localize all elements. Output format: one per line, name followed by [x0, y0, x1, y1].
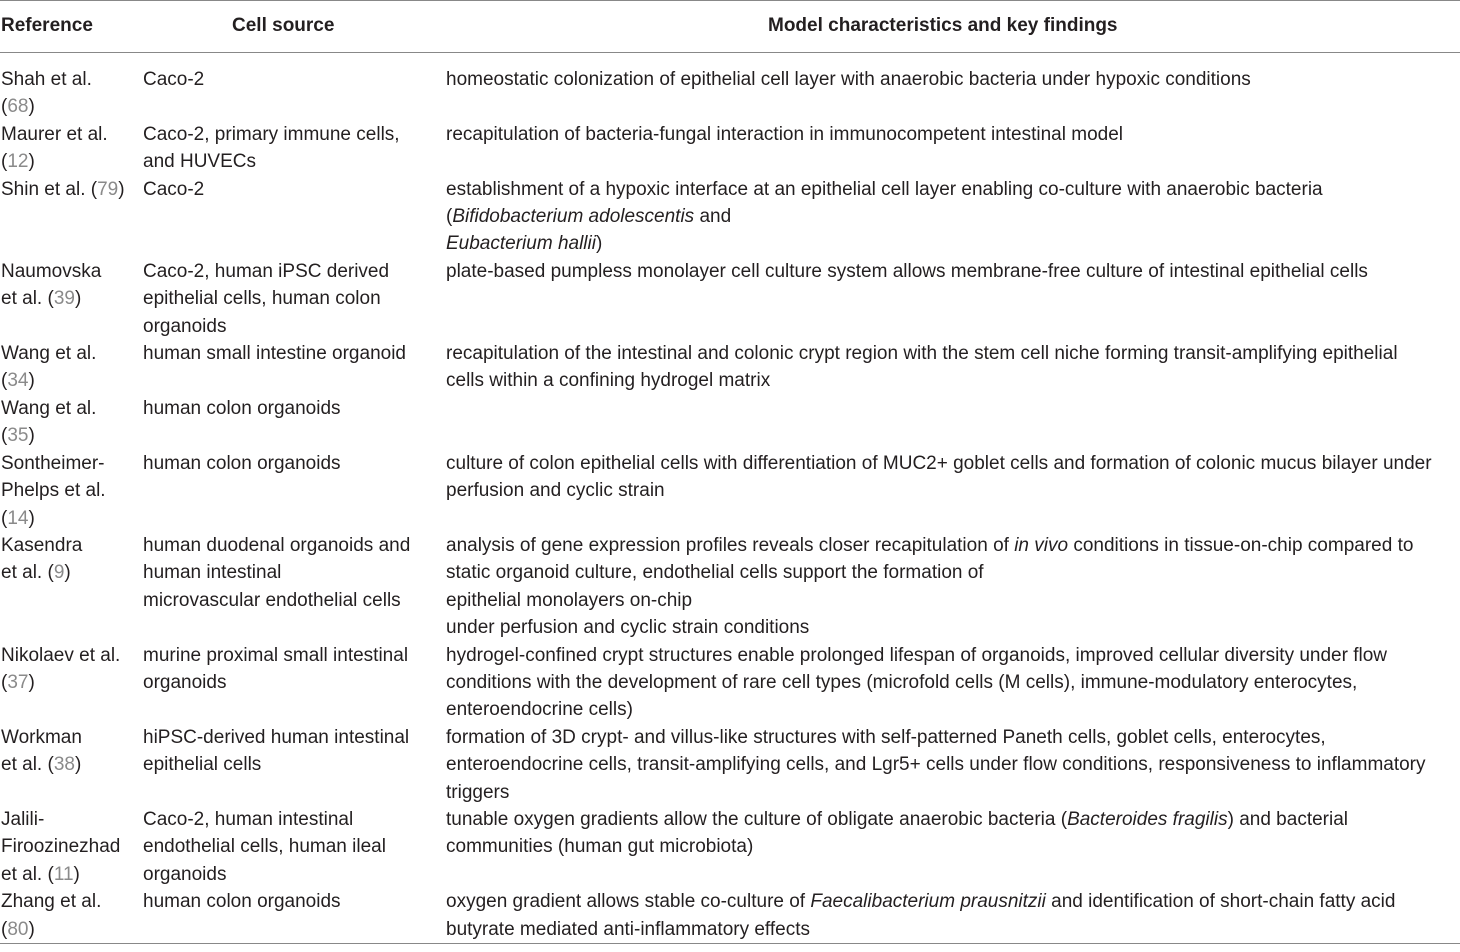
- cell-source-line: organoids: [143, 863, 227, 885]
- reference-line: [1, 669, 142, 696]
- citation-number[interactable]: 34: [7, 370, 29, 392]
- reference-text: Phelps et al.: [1, 480, 106, 502]
- cell-source-line: human colon organoids: [143, 397, 341, 419]
- reference-cell: [0, 121, 142, 176]
- reference-line: [1, 121, 142, 148]
- reference-text: ): [28, 370, 35, 392]
- reference-text: Firoozinezhad: [1, 836, 121, 858]
- reference-text: Sontheimer-: [1, 452, 105, 474]
- reference-text: Shin et al. (: [1, 178, 98, 200]
- reference-text: (: [1, 425, 8, 447]
- reference-line: [1, 285, 142, 312]
- reference-text: (: [1, 507, 8, 529]
- reference-cell: [0, 53, 142, 121]
- reference-line: [1, 806, 142, 833]
- reference-text: ): [28, 671, 35, 693]
- cell-source-line: human small intestine organoid: [143, 343, 406, 365]
- cell-source-cell: [142, 395, 446, 450]
- cell-source-cell: [142, 724, 446, 806]
- table-row: [0, 888, 1460, 943]
- cell-source-cell: [142, 532, 446, 642]
- header-reference: Reference: [0, 1, 142, 53]
- findings-line: oxygen gradient allows stable co-culture of Faecalibacterium prausnitzii and identification of short-chain fatty acid: [446, 891, 1396, 913]
- reference-text: Naumovska: [1, 260, 102, 282]
- reference-text: et al. (: [1, 288, 54, 310]
- citation-number[interactable]: 80: [7, 918, 29, 940]
- header-cell-source: Cell source: [142, 1, 446, 53]
- reference-text: Jalili-: [1, 808, 45, 830]
- italic-term: Bacteroides fragilis: [1067, 808, 1228, 830]
- citation-number[interactable]: 35: [7, 425, 29, 447]
- italic-term: Bifidobacterium adolescentis: [452, 206, 695, 228]
- findings-line: enteroendocrine cells): [446, 699, 633, 721]
- cell-source-line: hiPSC-derived human intestinal: [143, 726, 410, 748]
- findings-cell: [446, 121, 1460, 176]
- findings-cell: [446, 724, 1460, 806]
- findings-line: enteroendocrine cells, transit-amplifying cells, and Lgr5+ cells under flow conditions, responsiveness to inflammatory: [446, 754, 1426, 776]
- reference-text: ): [28, 425, 35, 447]
- cell-source-line: organoids: [143, 315, 227, 337]
- reference-line: [1, 888, 142, 915]
- reference-cell: [0, 176, 142, 258]
- reference-text: ): [28, 151, 35, 173]
- table-row: [0, 724, 1460, 806]
- reference-cell: [0, 888, 142, 943]
- cell-source-line: human duodenal organoids and: [143, 534, 411, 556]
- reference-text: ): [28, 918, 35, 940]
- header-row: [0, 1, 1460, 53]
- reference-text: ): [118, 178, 125, 200]
- reference-line: [1, 477, 142, 504]
- table-row: [0, 642, 1460, 724]
- findings-line: recapitulation of bacteria-fungal interaction in immunocompetent intestinal model: [446, 123, 1123, 145]
- citation-number[interactable]: 11: [53, 863, 74, 885]
- citation-number[interactable]: 79: [97, 178, 119, 200]
- reference-cell: [0, 532, 142, 642]
- reference-text: ): [73, 863, 80, 885]
- table-row: [0, 258, 1460, 340]
- table-row: [0, 176, 1460, 258]
- cell-source-line: Caco-2: [143, 178, 205, 200]
- reference-text: Nikolaev et al.: [1, 644, 121, 666]
- findings-line: tunable oxygen gradients allow the culture of obligate anaerobic bacteria (Bacteroides fragilis) and bacterial: [446, 808, 1348, 830]
- reference-cell: [0, 642, 142, 724]
- findings-line: plate-based pumpless monolayer cell culture system allows membrane-free culture of intestinal epithelial cells: [446, 260, 1368, 282]
- reference-line: [1, 861, 142, 888]
- reference-cell: [0, 450, 142, 532]
- citation-number[interactable]: 38: [53, 754, 75, 776]
- reference-line: [1, 532, 142, 559]
- table-row: [0, 340, 1460, 395]
- header-findings: Model characteristics and key findings: [446, 1, 1460, 53]
- reference-text: Wang et al.: [1, 343, 97, 365]
- cell-source-cell: [142, 806, 446, 888]
- reference-cell: [0, 806, 142, 888]
- reference-line: [1, 148, 142, 175]
- citation-number[interactable]: 14: [7, 507, 29, 529]
- findings-line: homeostatic colonization of epithelial cell layer with anaerobic bacteria under hypoxic conditions: [446, 69, 1251, 90]
- reference-line: [1, 258, 142, 285]
- findings-line: (Bifidobacterium adolescentis and: [446, 206, 732, 228]
- table-row: [0, 121, 1460, 176]
- reference-text: Kasendra: [1, 534, 83, 556]
- cell-source-line: Caco-2, primary immune cells,: [143, 123, 400, 145]
- cell-source-line: human intestinal: [143, 562, 282, 584]
- cell-source-line: human colon organoids: [143, 891, 341, 913]
- cell-source-cell: [142, 53, 446, 121]
- reference-text: ): [28, 507, 35, 529]
- table-row: [0, 532, 1460, 642]
- reference-text: (: [1, 918, 8, 940]
- cell-source-line: and HUVECs: [143, 151, 256, 173]
- findings-cell: [446, 258, 1460, 340]
- reference-text: (: [1, 370, 8, 392]
- findings-cell: [446, 532, 1460, 642]
- italic-term: Faecalibacterium prausnitzii: [810, 891, 1046, 913]
- reference-text: ): [64, 562, 71, 584]
- cell-source-line: epithelial cells: [143, 754, 262, 776]
- reference-line: [1, 93, 142, 120]
- reference-text: et al. (: [1, 754, 54, 776]
- reference-cell: [0, 258, 142, 340]
- findings-line: Eubacterium hallii): [446, 233, 603, 255]
- findings-cell: [446, 53, 1460, 121]
- cell-source-line: microvascular endothelial cells: [143, 589, 401, 611]
- reference-line: [1, 505, 142, 532]
- findings-line: conditions with the development of rare cell types (microfold cells (M cells), immune-modulatory enterocytes,: [446, 671, 1358, 693]
- reference-line: [1, 916, 142, 943]
- reference-text: Maurer et al.: [1, 123, 108, 145]
- cell-source-line: organoids: [143, 671, 227, 693]
- reference-line: [1, 422, 142, 449]
- cell-source-cell: [142, 888, 446, 943]
- reference-text: (: [1, 671, 8, 693]
- reference-line: [1, 367, 142, 394]
- reference-line: [1, 751, 142, 778]
- citation-number[interactable]: 37: [7, 671, 29, 693]
- italic-term: Eubacterium hallii: [446, 233, 596, 255]
- findings-line: cells within a confining hydrogel matrix: [446, 370, 771, 392]
- table-row: [0, 53, 1460, 121]
- findings-line: establishment of a hypoxic interface at an epithelial cell layer enabling co-culture with anaerobic bacteria: [446, 178, 1323, 200]
- reference-line: [1, 66, 142, 93]
- findings-cell: [446, 340, 1460, 395]
- findings-cell: [446, 888, 1460, 943]
- cell-source-cell: [142, 176, 446, 258]
- cell-source-line: Caco-2, human intestinal: [143, 808, 354, 830]
- citation-number[interactable]: 39: [53, 288, 75, 310]
- cell-source-line: Caco-2, human iPSC derived: [143, 260, 390, 282]
- reference-text: Zhang et al.: [1, 891, 102, 913]
- reference-text: (: [1, 96, 8, 118]
- findings-line: under perfusion and cyclic strain conditions: [446, 617, 810, 639]
- reference-text: Workman: [1, 726, 82, 748]
- cell-source-line: endothelial cells, human ileal: [143, 836, 386, 858]
- reference-cell: [0, 340, 142, 395]
- reference-line: [1, 642, 142, 669]
- findings-cell: [446, 176, 1460, 258]
- cell-source-line: human colon organoids: [143, 452, 341, 474]
- cell-source-cell: [142, 340, 446, 395]
- findings-cell: [446, 642, 1460, 724]
- table-body: [0, 53, 1460, 944]
- findings-line: hydrogel-confined crypt structures enable prolonged lifespan of organoids, improved cellular diversity under flow: [446, 644, 1388, 666]
- citation-number[interactable]: 68: [7, 96, 29, 118]
- reference-cell: [0, 395, 142, 450]
- reference-line: [1, 340, 142, 367]
- findings-line: recapitulation of the intestinal and colonic crypt region with the stem cell niche forming transit-amplifying epithelial: [446, 343, 1398, 365]
- cell-source-cell: [142, 121, 446, 176]
- findings-line: culture of colon epithelial cells with differentiation of MUC2+ goblet cells and formation of colonic mucus bilayer under: [446, 452, 1432, 474]
- reference-text: ): [74, 288, 82, 310]
- cell-source-cell: [142, 450, 446, 532]
- findings-line: communities (human gut microbiota): [446, 836, 754, 858]
- reference-text: Wang et al.: [1, 397, 97, 419]
- italic-term: in vivo: [1014, 534, 1069, 556]
- reference-line: [1, 724, 142, 751]
- reference-text: ): [28, 96, 35, 118]
- cell-source-line: murine proximal small intestinal: [143, 644, 409, 666]
- findings-cell: [446, 395, 1460, 450]
- findings-cell: [446, 450, 1460, 532]
- reference-line: [1, 833, 142, 860]
- cell-source-cell: [142, 642, 446, 724]
- cell-source-cell: [142, 258, 446, 340]
- findings-line: perfusion and cyclic strain: [446, 480, 665, 502]
- table-row: [0, 450, 1460, 532]
- reference-text: (: [1, 151, 8, 173]
- findings-line: epithelial monolayers on-chip: [446, 589, 693, 611]
- reference-text: ): [74, 754, 82, 776]
- table-row: [0, 395, 1460, 450]
- cell-source-line: Caco-2: [143, 69, 205, 90]
- cell-source-line: epithelial cells, human colon: [143, 288, 381, 310]
- findings-line: triggers: [446, 781, 510, 803]
- citation-number[interactable]: 12: [7, 151, 29, 173]
- findings-line: static organoid culture, endothelial cells support the formation of: [446, 562, 984, 584]
- findings-line: butyrate mediated anti-inflammatory effects: [446, 918, 810, 940]
- findings-cell: [446, 806, 1460, 888]
- reference-line: [1, 176, 142, 203]
- reference-text: et al. (: [1, 562, 54, 584]
- findings-line: formation of 3D crypt- and villus-like structures with self-patterned Paneth cells, goblet cells, enterocytes,: [446, 726, 1326, 748]
- reference-line: [1, 395, 142, 422]
- table-row: [0, 806, 1460, 888]
- reference-text: et al. (: [1, 863, 54, 885]
- reference-text: Shah et al.: [1, 69, 92, 90]
- citation-number[interactable]: 9: [53, 562, 65, 584]
- reference-line: [1, 559, 142, 586]
- reference-cell: [0, 724, 142, 806]
- reference-line: [1, 450, 142, 477]
- findings-line: analysis of gene expression profiles reveals closer recapitulation of in vivo conditions in tissue-on-chip compared to: [446, 534, 1414, 556]
